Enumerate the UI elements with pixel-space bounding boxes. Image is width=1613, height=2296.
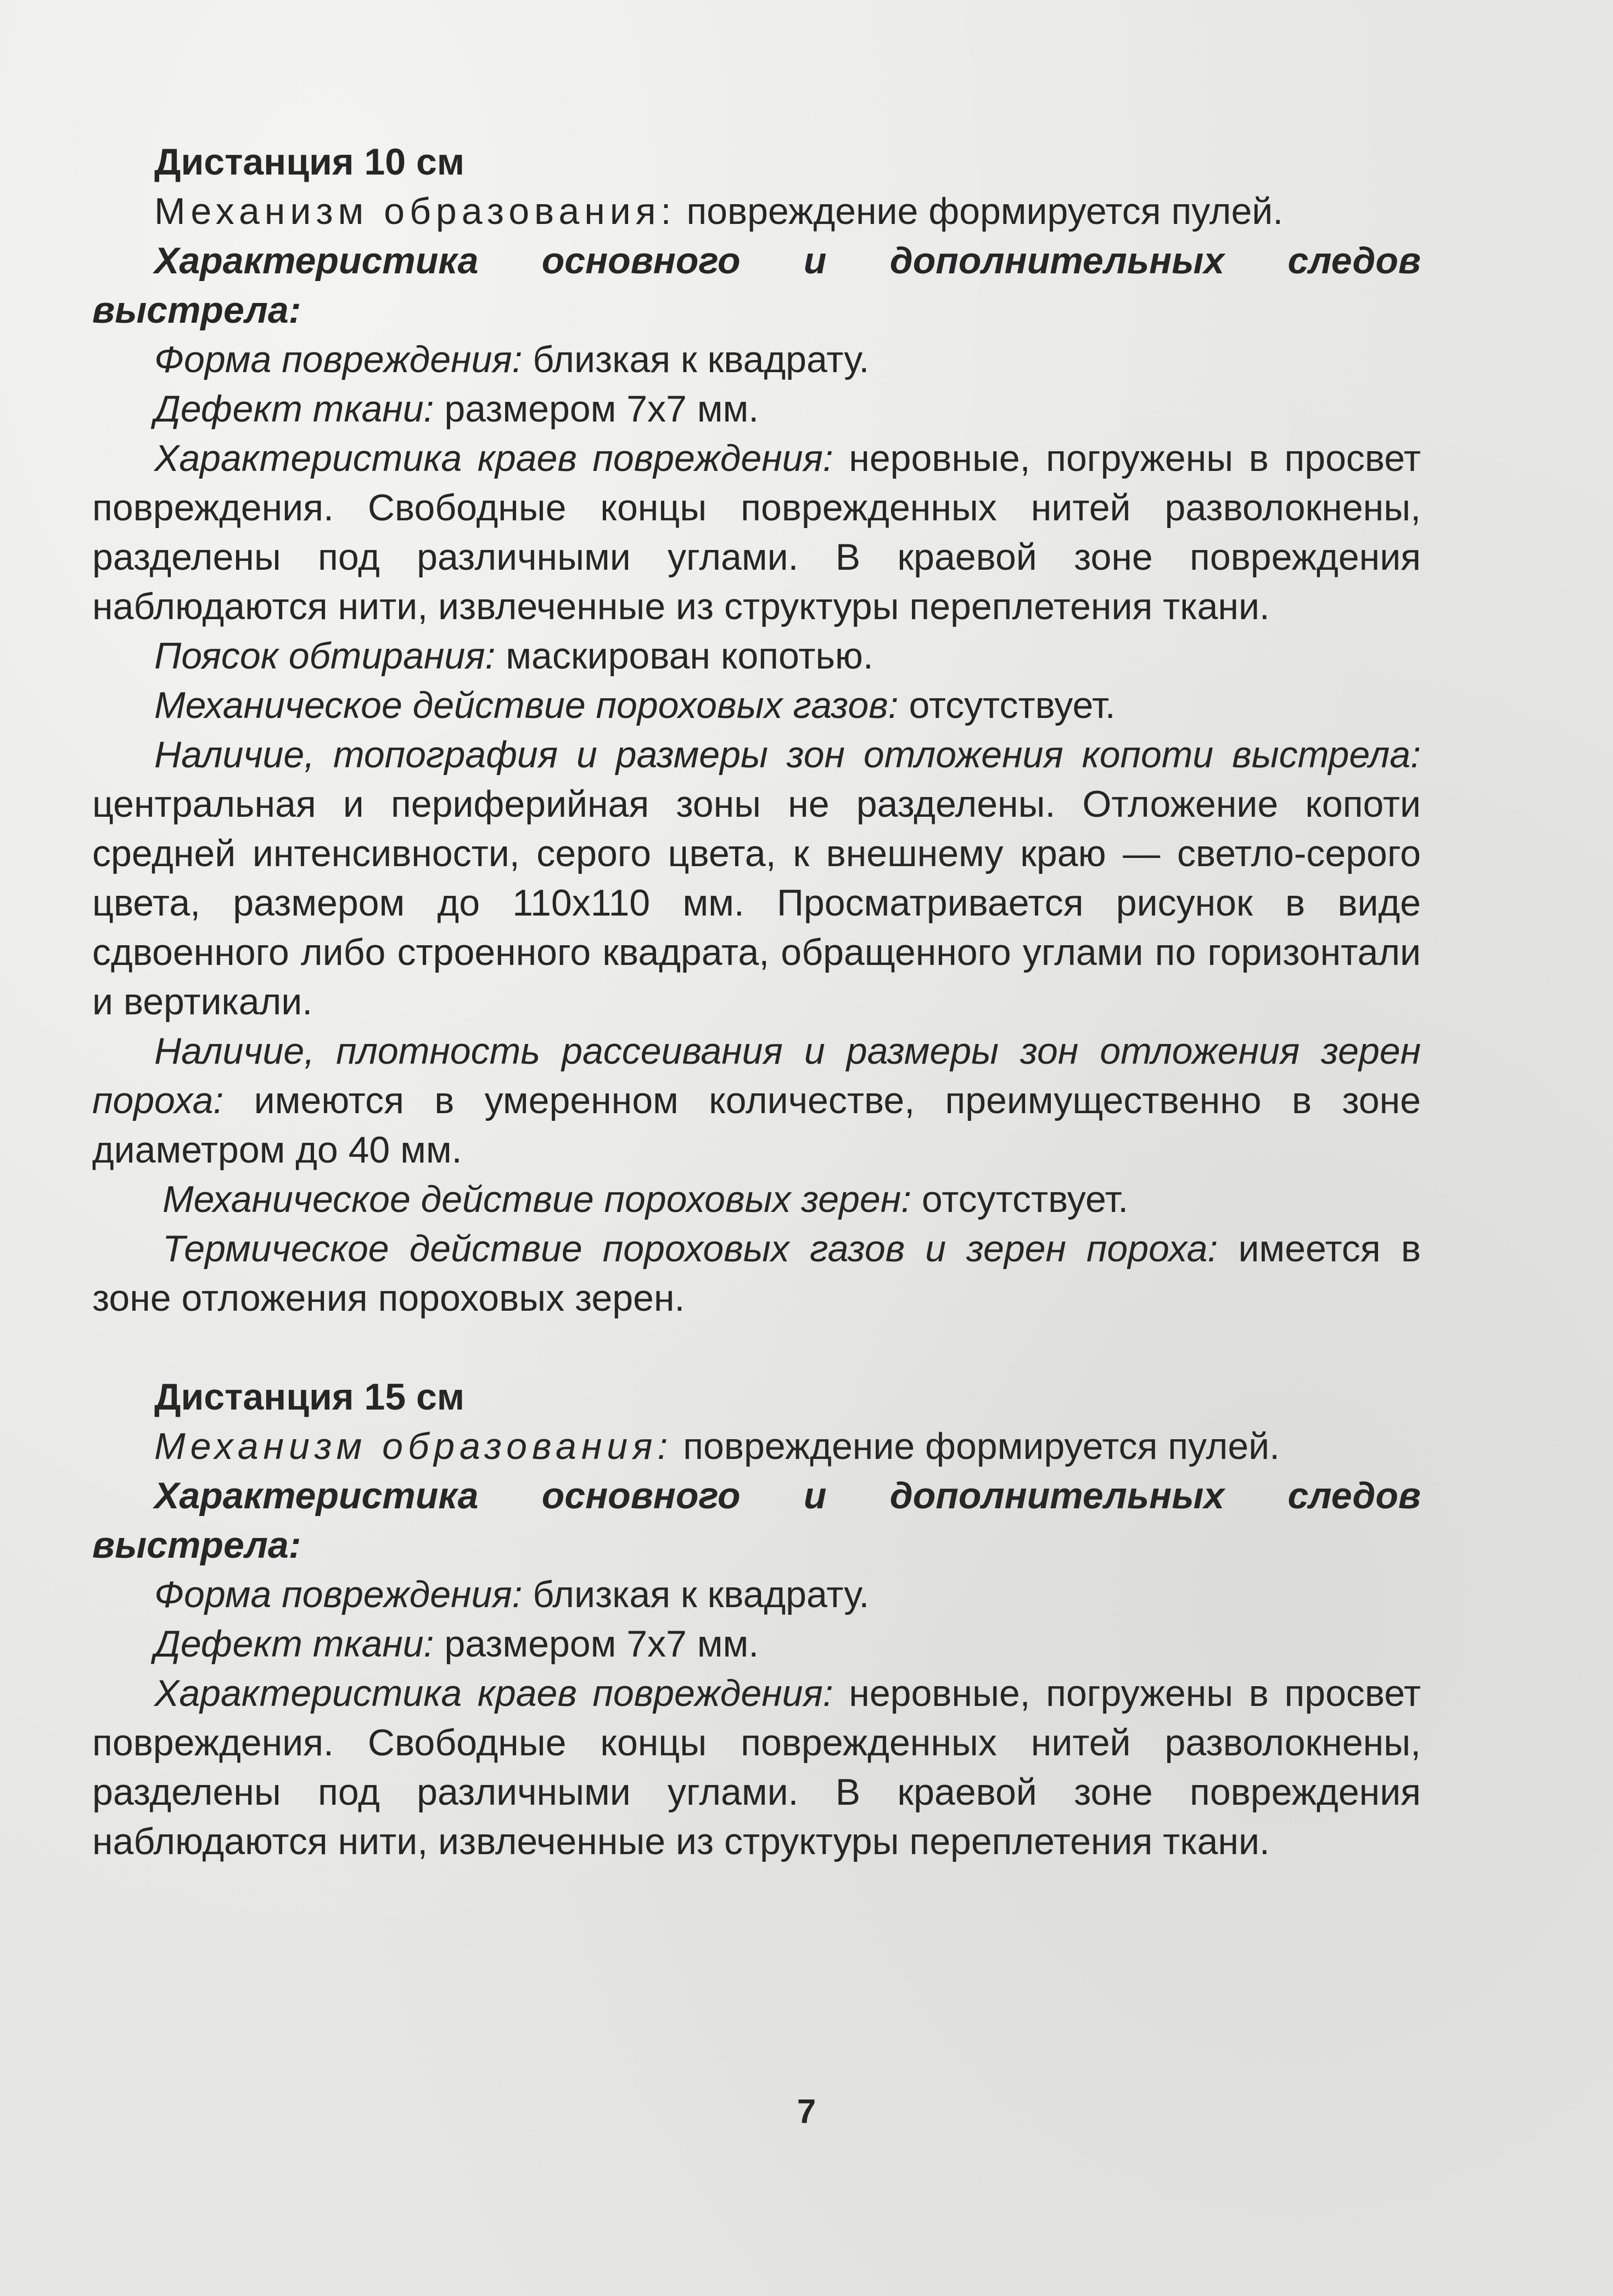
page-number: 7 — [797, 2093, 816, 2131]
section-distance-15 — [92, 1372, 1421, 1866]
defect-text: размером 7х7 мм. — [434, 388, 759, 430]
edges-paragraph — [92, 434, 1421, 631]
mechanism-paragraph — [92, 187, 1421, 236]
gas-paragraph — [92, 681, 1421, 730]
rim-paragraph — [92, 631, 1421, 681]
thermal-text: имеется в зоне отложения пороховых зерен. — [92, 1228, 1421, 1319]
page-content — [92, 137, 1421, 1866]
gas-text: отсутствует. — [898, 684, 1116, 726]
grains-label: Наличие, плотность рассеивания и размеры зон отложения зерен пороха: — [92, 1030, 1421, 1121]
edges-label: Характеристика краев повреждения: — [154, 1672, 833, 1714]
shape-paragraph — [92, 1570, 1421, 1619]
grains-text: имеются в умеренном количестве, преимущественно в зоне диаметром до 40 мм. — [92, 1080, 1421, 1171]
edges-text: неровные, погружены в просвет повреждения. Свободные концы поврежденных нитей разволокнены, разделены под различными углами. В краевой зоне повреждения наблюдаются нити, извлеченные из структуры переплетения ткани. — [92, 1672, 1421, 1862]
shape-label: Форма повреждения: — [154, 339, 523, 380]
mechanism-text: повреждение формируется пулей. — [676, 190, 1284, 232]
mechanism-text: повреждение формируется пулей. — [673, 1425, 1280, 1467]
shape-text: близкая к квадрату. — [522, 339, 870, 380]
gas-label: Механическое действие пороховых газов: — [154, 684, 899, 726]
characteristics-heading: Характеристика основного и дополнительных следов выстрела: — [92, 1475, 1421, 1566]
edges-paragraph — [92, 1669, 1421, 1866]
defect-label: Дефект ткани: — [154, 1623, 434, 1665]
mechanism-label: Механизм образования: — [154, 1425, 673, 1467]
grains-mech-paragraph — [92, 1175, 1421, 1224]
grains-mech-text: отсутствует. — [911, 1178, 1129, 1220]
shape-paragraph — [92, 335, 1421, 384]
shape-text: близкая к квадрату. — [522, 1574, 870, 1615]
characteristics-heading: Характеристика основного и дополнительных следов выстрела: — [92, 240, 1421, 331]
shape-label: Форма повреждения: — [154, 1574, 523, 1615]
defect-paragraph — [92, 384, 1421, 434]
thermal-paragraph — [92, 1224, 1421, 1323]
soot-paragraph — [92, 730, 1421, 1026]
grains-mech-label: Механическое действие пороховых зерен: — [163, 1178, 912, 1220]
thermal-label: Термическое действие пороховых газов и зерен пороха: — [163, 1228, 1218, 1270]
defect-text: размером 7х7 мм. — [434, 1623, 759, 1665]
rim-text: маскирован копотью. — [495, 635, 873, 677]
edges-text: неровные, погружены в просвет повреждения. Свободные концы поврежденных нитей разволокнены, разделены под различными углами. В краевой зоне повреждения наблюдаются нити, извлеченные из структуры переплетения ткани. — [92, 437, 1421, 627]
section-heading: Дистанция 15 см — [154, 1376, 465, 1418]
rim-label: Поясок обтирания: — [154, 635, 496, 677]
mechanism-label: Механизм образования: — [154, 190, 676, 232]
defect-paragraph — [92, 1619, 1421, 1669]
grains-paragraph — [92, 1026, 1421, 1175]
section-distance-10 — [92, 137, 1421, 1323]
soot-text: центральная и периферийная зоны не разделены. Отложение копоти средней интенсивности, серого цвета, к внешнему краю — светло-серого цвета, размером до 110х110 мм. Просматривается рисунок в виде сдвоенного либо строенного квадрата, обращенного углами по горизонтали и вертикали. — [92, 783, 1421, 1023]
mechanism-paragraph — [92, 1422, 1421, 1471]
soot-label: Наличие, топография и размеры зон отложения копоти выстрела: — [154, 734, 1421, 776]
edges-label: Характеристика краев повреждения: — [154, 437, 833, 479]
section-heading: Дистанция 10 см — [154, 141, 465, 183]
defect-label: Дефект ткани: — [154, 388, 434, 430]
